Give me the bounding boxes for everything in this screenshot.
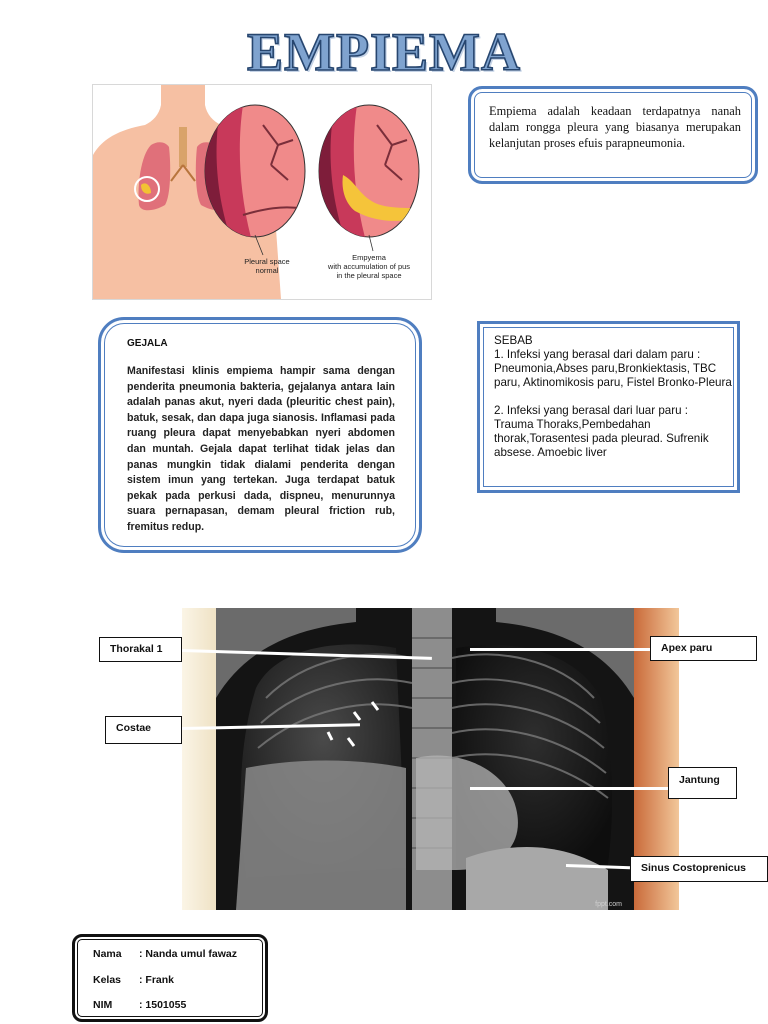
nim-value: : 1501055 [139,999,187,1011]
identity-nama-row [93,948,237,960]
kelas-value: : Frank [139,974,175,986]
page-title: EMPIEMA [247,22,521,82]
caption-empyema-line3: in the pleural space [336,271,402,280]
definition-text: Empiema adalah keadaan terdapatnya nanah dalam rongga pleura yang biasanya merupakan kelanjutan proses efuis parapneumonia. [489,104,741,150]
sebab-item2-head: 2. Infeksi yang berasal dari luar paru : [494,404,688,417]
pointer-jantung [470,787,668,790]
sebab-item1-body: Pneumonia,Abses paru,Bronkiektasis, TBC paru, Aktinomikosis paru, Fistel Bronko-Pleura [494,362,732,389]
identity-nim-row [93,999,186,1011]
caption-empyema [317,253,421,280]
identity-kelas-row [93,974,174,986]
label-jantung: Jantung [668,767,737,799]
caption-normal [229,257,305,275]
pointer-apex [470,648,650,651]
gejala-title: GEJALA [127,338,168,349]
empyema-illustration [92,84,432,300]
gejala-box [98,317,422,553]
sebab-item2-body: Trauma Thoraks,Pembedahan thorak,Torasentesi pada pleurad. Sufrenik absese. Amoebic liver [494,418,709,459]
identity-box [72,934,268,1022]
label-thorakal: Thorakal 1 [99,637,182,662]
caption-empyema-line1: Empyema [352,253,386,262]
label-apex: Apex paru [650,636,757,661]
sebab-content [494,334,734,460]
kelas-label: Kelas [93,974,122,986]
label-costae: Costae [105,716,182,744]
definition-box [468,86,758,184]
sebab-item1-head: 1. Infeksi yang berasal dari dalam paru : [494,348,701,361]
sebab-title: SEBAB [494,334,533,347]
sebab-box [477,321,740,493]
gejala-text: Manifestasi klinis empiema hampir sama dengan penderita pneumonia bakteria, gejalanya antara lain adalah panas akut, nyeri dada (pleuritic chest pain), batuk, sesak, dan dapa juga sianosis. Inflamasi pada ruang pleura dapat menyebabkan nyeri abdomen dan muntah. Gejala dapat terlihat tidak jelas dan panas mungkin tidak dialami penderita dengan sistem imun yang tertekan. Juga terdapat batuk pekak pada perkusi dada, dispneu, menurunnya suara pernapasan, demam pleural friction rub, fremitus redup. [127,365,395,533]
xray-left-strip [182,608,216,910]
nim-label: NIM [93,999,113,1011]
nama-label: Nama [93,948,122,960]
label-sinus: Sinus Costoprenicus [630,856,768,882]
caption-empyema-line2: with accumulation of pus [327,262,411,271]
nama-value: : Nanda umul fawaz [139,948,238,960]
xray-watermark: fppt.com [595,901,622,908]
caption-normal-line1: Pleural space [244,257,290,266]
caption-normal-line2: normal [255,266,279,275]
